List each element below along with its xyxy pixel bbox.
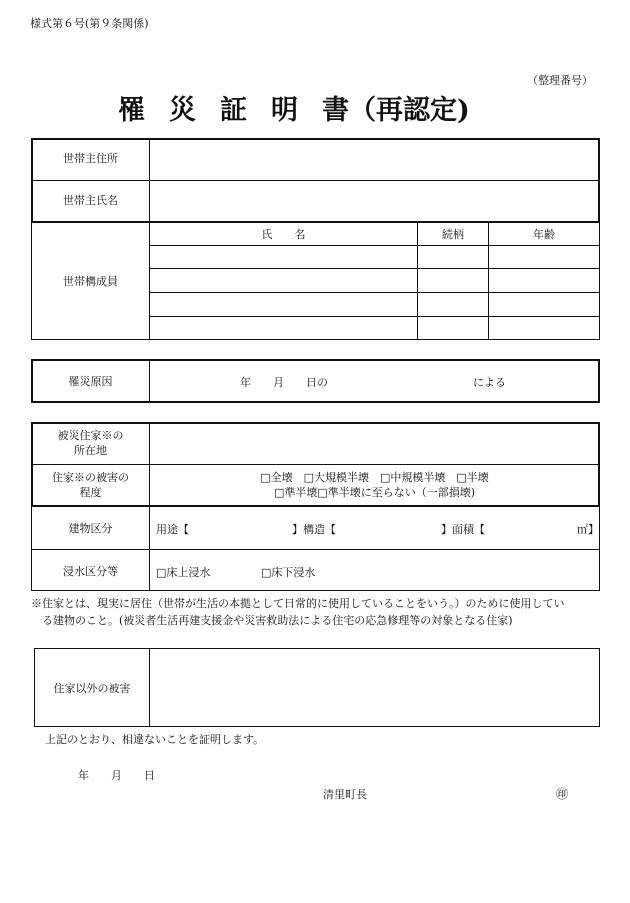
- address-label: 世帯主住所: [63, 152, 118, 165]
- location-label-2: 所在地: [74, 444, 107, 457]
- other-damage-field[interactable]: [152, 652, 597, 723]
- area-bracket: 】面積【: [441, 523, 485, 536]
- location-label-1: 被災住家※の: [57, 429, 124, 442]
- title-char-5: 書: [322, 95, 349, 126]
- building-label: 建物区分: [68, 522, 113, 535]
- title-char-3: 証: [220, 95, 247, 126]
- title-char-1: 罹: [118, 95, 145, 126]
- location-field[interactable]: [152, 426, 597, 461]
- degree-options-line-1[interactable]: □全壊 □大規模半壊 □中規模半壊 □半壊: [260, 471, 489, 484]
- dwelling-note-line-1: ※住家とは、現実に居住（世帯が生活の本拠として日常的に使用していることをいう。）のために使用してい: [31, 597, 565, 610]
- head-name-field[interactable]: [152, 183, 597, 219]
- title-suffix: （再認定): [349, 95, 470, 126]
- row-divider: [32, 464, 599, 465]
- flood-below-checkbox[interactable]: □床下浸水: [261, 566, 316, 579]
- title-char-4: 明: [271, 95, 298, 126]
- col-relation-header: 続柄: [442, 228, 464, 241]
- cause-suffix: による: [473, 376, 506, 389]
- members-header-divider: [150, 245, 599, 246]
- cause-label: 罹災原因: [68, 375, 113, 388]
- dwelling-note-line-2: る建物のこと。(被災者生活再建支援金や災害救助法による住宅の応急修理等の対象となる住家): [42, 614, 513, 627]
- row-divider: [32, 180, 599, 181]
- col-age-header: 年齢: [533, 228, 555, 241]
- title-char-2: 災: [169, 95, 196, 126]
- cause-date: 年 月 日の: [240, 376, 328, 389]
- degree-label-2: 程度: [79, 486, 102, 499]
- issuer-name: 清里町長: [323, 788, 367, 801]
- col-name-header: 氏 名: [261, 228, 306, 241]
- certify-date: 年 月 日: [78, 769, 155, 782]
- certify-statement: 上記のとおり、相違ないことを証明します。: [45, 733, 265, 746]
- members-row-divider: [150, 292, 599, 293]
- page-title: [118, 88, 470, 127]
- usage-bracket: 用途【: [156, 523, 189, 536]
- structure-bracket: 】構造【: [292, 523, 336, 536]
- address-field[interactable]: [152, 142, 597, 178]
- cause-divider: [149, 360, 150, 402]
- members-row-divider: [150, 268, 599, 269]
- reference-number-label: （整理番号）: [527, 74, 593, 87]
- damage-divider: [149, 423, 150, 591]
- degree-options-line-2[interactable]: □準半壊□準半壊に至らない（一部損壊): [273, 486, 476, 499]
- flood-above-checkbox[interactable]: □床上浸水: [156, 566, 211, 579]
- seal-icon: ㊞: [556, 787, 569, 801]
- form-number: 様式第６号(第９条関係): [30, 17, 149, 30]
- head-name-label: 世帯主氏名: [63, 194, 118, 207]
- members-row-divider: [150, 316, 599, 317]
- other-damage-divider: [149, 649, 150, 726]
- members-label: 世帯構成員: [63, 275, 118, 288]
- row-divider: [32, 549, 599, 550]
- degree-label-1: 住家※の被害の: [52, 471, 129, 484]
- area-unit: ㎡】: [577, 523, 599, 536]
- flood-label: 浸水区分等: [63, 565, 118, 578]
- other-damage-label: 住家以外の被害: [53, 682, 131, 695]
